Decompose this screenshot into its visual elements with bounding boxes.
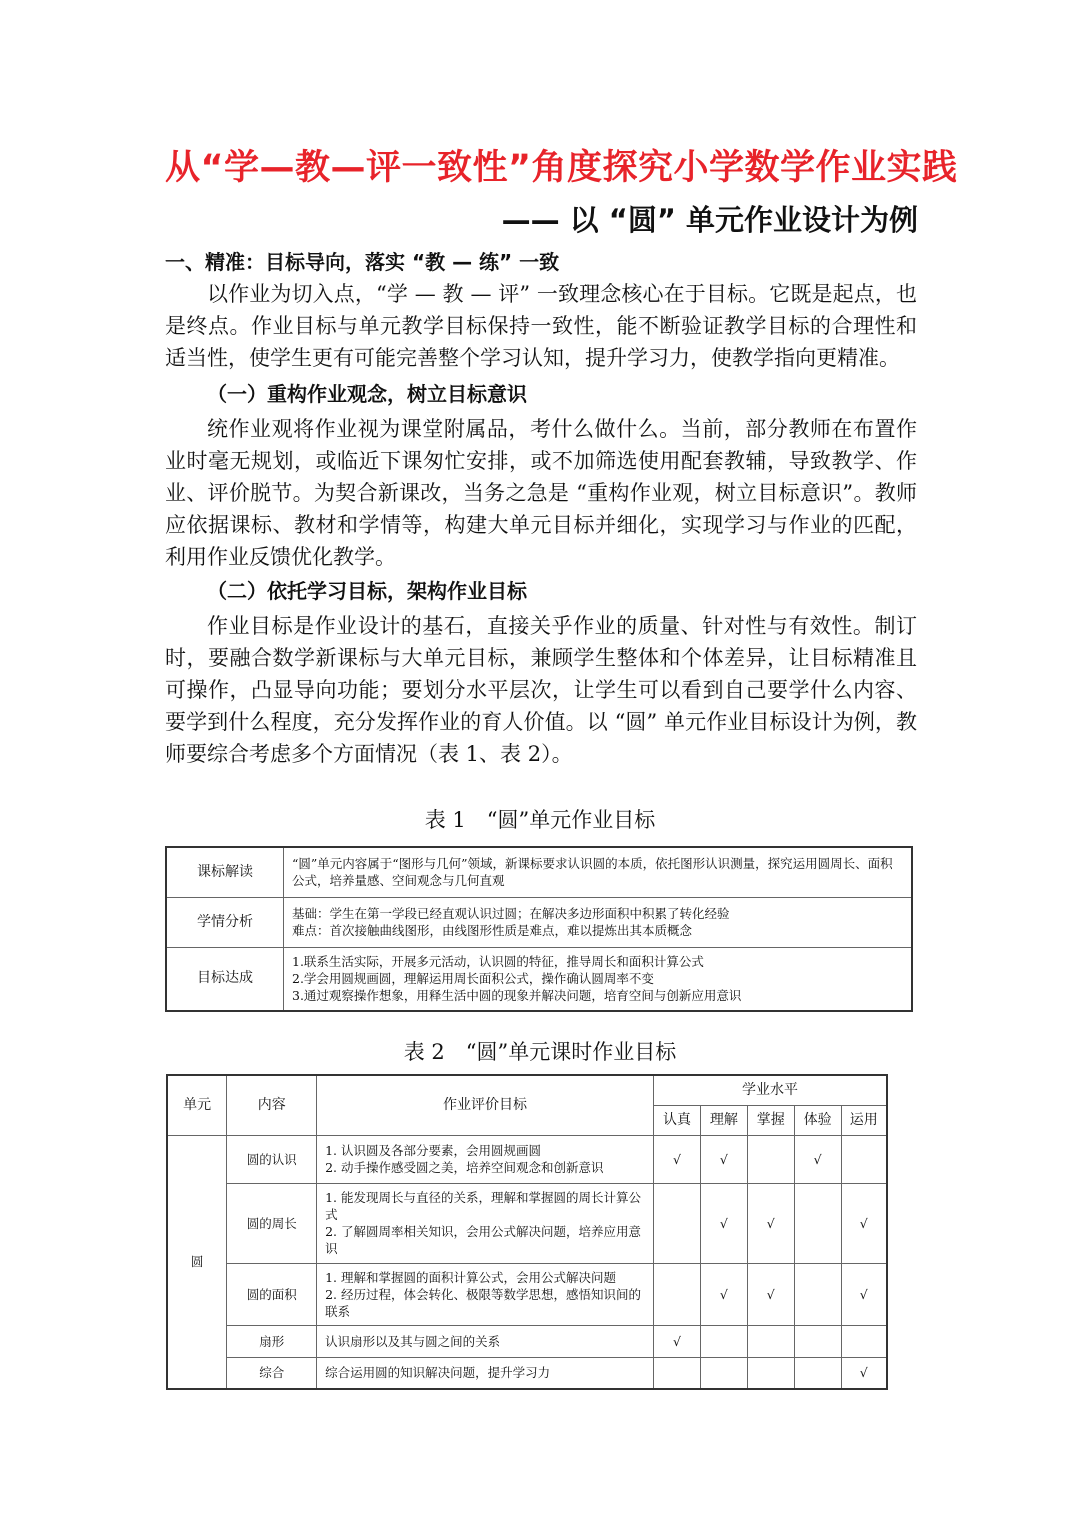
level-header: 运用 [841, 1105, 887, 1135]
table-row [166, 947, 912, 1011]
check-cell [747, 1135, 794, 1183]
check-cell [654, 1183, 701, 1263]
header-level: 学业水平 [654, 1075, 887, 1105]
table-1-row-head: 课标解读 [166, 847, 284, 897]
goal-cell [317, 1357, 654, 1389]
goal-cell [317, 1135, 654, 1183]
content-cell: 圆的面积 [227, 1263, 317, 1325]
table-row [167, 1263, 887, 1325]
check-cell [654, 1357, 701, 1389]
check-mark-cell: √ [654, 1325, 701, 1357]
table-row [166, 897, 912, 947]
content-cell: 扇形 [227, 1325, 317, 1357]
check-mark-cell: √ [841, 1357, 887, 1389]
check-cell [700, 1357, 747, 1389]
goal-line: 1. 能发现周长与直径的关系，理解和掌握圆的周长计算公式 [325, 1190, 641, 1222]
check-cell [841, 1135, 887, 1183]
table-1-caption: 表 1 “圆”单元作业目标 [424, 808, 656, 832]
table-row [166, 847, 912, 897]
table-1-row-cell [284, 947, 913, 1011]
goal-line: 2. 了解圆周率相关知识，会用公式解决问题，培养应用意识 [325, 1224, 641, 1256]
check-mark-cell: √ [700, 1263, 747, 1325]
header-goal: 作业评价目标 [317, 1075, 654, 1135]
table-row [167, 1357, 887, 1389]
table-1-row-cell [284, 847, 913, 897]
table-1-line: 3.通过观察操作想象，用释生活中圆的现象并解决问题，培育空间与创新应用意识 [292, 988, 742, 1004]
check-mark-cell: √ [794, 1135, 841, 1183]
goal-cell [317, 1325, 654, 1357]
table-1-line: “圆”单元内容属于“图形与几何”领域，新课标要求认识圆的本质，依托图形认识测量，探究运用圆周长、面积公式，培养量感、空间观念与几何直观 [292, 856, 893, 889]
table-2 [166, 1074, 888, 1390]
level-header: 体验 [794, 1105, 841, 1135]
goal-line: 1. 理解和掌握圆的面积计算公式，会用公式解决问题 [325, 1269, 616, 1285]
page-subtitle: —— 以 “圆” 单元作业设计为例 [501, 203, 918, 237]
section-1 [165, 246, 917, 770]
check-mark-cell: √ [700, 1183, 747, 1263]
level-header: 理解 [700, 1105, 747, 1135]
check-mark-cell: √ [747, 1183, 794, 1263]
table-row [167, 1183, 887, 1263]
goal-line: 2. 动手操作感受圆之美，培养空间观念和创新意识 [325, 1160, 604, 1175]
section-1-heading: 一、精准：目标导向，落实 “教 — 练” 一致 [165, 250, 560, 274]
table-1-row-cell [284, 897, 913, 947]
check-cell [794, 1183, 841, 1263]
check-mark-cell: √ [747, 1263, 794, 1325]
goal-cell [317, 1263, 654, 1325]
table-1 [165, 846, 913, 1012]
check-cell [747, 1357, 794, 1389]
header-content: 内容 [227, 1075, 317, 1135]
subsection-1-paragraph: 统作业观将作业视为课堂附属品，考什么做什么。当前，部分教师在布置作业时毫无规划，或临近下课匆忙安排，或不加筛选使用配套教辅，导致教学、作业、评价脱节。为契合新课改，当务之急是 “重构作业观，树立目标意识”。教师应依据课标、教材和学情等，构建大单元目标并细化，实现学习与作业的匹配，利用作业反馈优化教学。 [165, 417, 917, 569]
content-cell: 圆的周长 [227, 1183, 317, 1263]
table-1-row-head: 学情分析 [166, 897, 284, 947]
table-row [167, 1325, 887, 1357]
level-header: 认真 [654, 1105, 701, 1135]
level-header: 掌握 [747, 1105, 794, 1135]
content-cell: 综合 [227, 1357, 317, 1389]
goal-line: 综合运用圆的知识解决问题，提升学习力 [325, 1365, 551, 1381]
check-cell [654, 1263, 701, 1325]
page-title: 从“学—教—评一致性”角度探究小学数学作业实践 [165, 148, 958, 188]
goal-cell [317, 1183, 654, 1263]
table-1-line: 难点：首次接触曲线图形，由线图形性质是难点，难以提炼出其本质概念 [292, 923, 693, 938]
table-1-line: 2.学会用圆规画圆，理解运用周长面积公式，操作确认圆周率不变 [292, 971, 654, 987]
subsection-1-heading: （一）重构作业观念，树立目标意识 [207, 382, 527, 406]
check-cell [794, 1325, 841, 1357]
check-mark-cell: √ [841, 1183, 887, 1263]
table-2-caption: 表 2 “圆”单元课时作业目标 [403, 1040, 677, 1064]
goal-line: 1. 认识圆及各部分要素，会用圆规画圆 [325, 1143, 541, 1158]
subsection-2-heading: （二）依托学习目标，架构作业目标 [207, 579, 527, 603]
section-1-paragraph: 以作业为切入点，“学 — 教 — 评” 一致理念核心在于目标。它既是起点，也是终点。作业目标与单元教学目标保持一致性，能不断验证教学目标的合理性和适当性，使学生更有可能完善整个学习认知，提升学习力，使教学指向更精准。 [165, 282, 917, 370]
check-cell [794, 1357, 841, 1389]
table-1-row-head: 目标达成 [166, 947, 284, 1011]
goal-line: 认识扇形以及其与圆之间的关系 [325, 1333, 501, 1349]
table-row [167, 1135, 887, 1183]
check-mark-cell: √ [841, 1263, 887, 1325]
check-mark-cell: √ [654, 1135, 701, 1183]
check-cell [794, 1263, 841, 1325]
check-mark-cell: √ [700, 1135, 747, 1183]
check-cell [700, 1325, 747, 1357]
unit-cell: 圆 [167, 1135, 227, 1389]
goal-line: 2. 经历过程，体会转化、极限等数学思想，感悟知识间的联系 [325, 1286, 641, 1319]
header-unit: 单元 [167, 1075, 227, 1135]
subsection-2-paragraph: 作业目标是作业设计的基石，直接关乎作业的质量、针对性与有效性。制订时，要融合数学新课标与大单元目标，兼顾学生整体和个体差异，让目标精准且可操作，凸显导向功能；要划分水平层次，让学生可以看到自己要学什么内容、要学到什么程度，充分发挥作业的育人价值。以 “圆” 单元作业目标设计为例，教师要综合考虑多个方面情况（表 1、表 2）。 [165, 614, 917, 766]
check-cell [747, 1325, 794, 1357]
table-1-line: 1.联系生活实际，开展多元活动，认识圆的特征，推导周长和面积计算公式 [292, 954, 704, 970]
content-cell: 圆的认识 [227, 1135, 317, 1183]
check-cell [841, 1325, 887, 1357]
table-1-line: 基础：学生在第一学段已经直观认识过圆；在解决多边形面积中积累了转化经验 [292, 906, 730, 921]
table-2-header-row [167, 1075, 887, 1105]
